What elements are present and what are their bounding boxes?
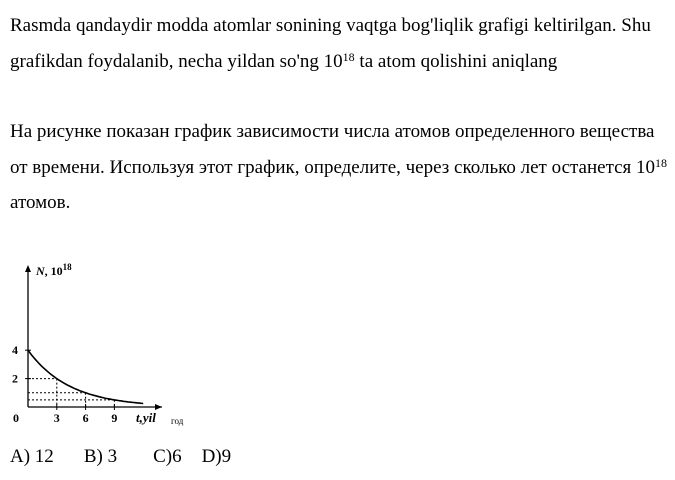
answer-option[interactable]: C)6 — [153, 446, 182, 467]
y-tick-label: 2 — [12, 371, 18, 386]
question-russian-text: На рисунке показан график зависимости числа атомов определенного вещества от времени. Используя этот график, определите, через сколько лет останется 10 — [10, 121, 656, 178]
decay-graph — [0, 255, 210, 435]
question-russian-text-end: атомов. — [10, 192, 71, 213]
question-russian — [10, 114, 670, 221]
x-axis-arrow — [155, 404, 162, 410]
y-axis-label: N, $10^{18}$ — [36, 262, 72, 278]
x-tick-label: 9 — [111, 411, 118, 425]
graph-labels — [12, 262, 184, 426]
x-tick-label: 0 — [13, 411, 19, 425]
question-russian-power: 18 — [655, 155, 668, 170]
decay-curve — [28, 350, 143, 403]
x-tick-label: 6 — [82, 411, 89, 425]
graph-guide-lines — [28, 379, 114, 407]
question-uzbek-text: Rasmda qandaydir modda atomlar sonining vaqtga bog'liqlik grafigi keltirilgan. Shu grafikdan foydalanib, necha yildan so'ng 10 — [10, 15, 651, 72]
answer-option[interactable]: A) 12 — [10, 446, 54, 467]
answer-option[interactable]: B) 3 — [83, 446, 118, 467]
answer-options — [10, 446, 231, 468]
answer-option[interactable]: D)9 — [201, 446, 232, 467]
question-uzbek — [10, 8, 670, 79]
y-tick-label: 4 — [12, 343, 18, 358]
question-uzbek-power: 18 — [342, 49, 355, 64]
x-axis-label: t,yil — [136, 410, 156, 425]
x-tick-label: 3 — [53, 411, 60, 425]
graph-axes — [25, 265, 162, 410]
x-axis-sublabel: год — [171, 416, 184, 426]
question-uzbek-text-end: ta atom qolishini aniqlang — [354, 50, 558, 72]
y-axis-arrow — [25, 265, 31, 272]
